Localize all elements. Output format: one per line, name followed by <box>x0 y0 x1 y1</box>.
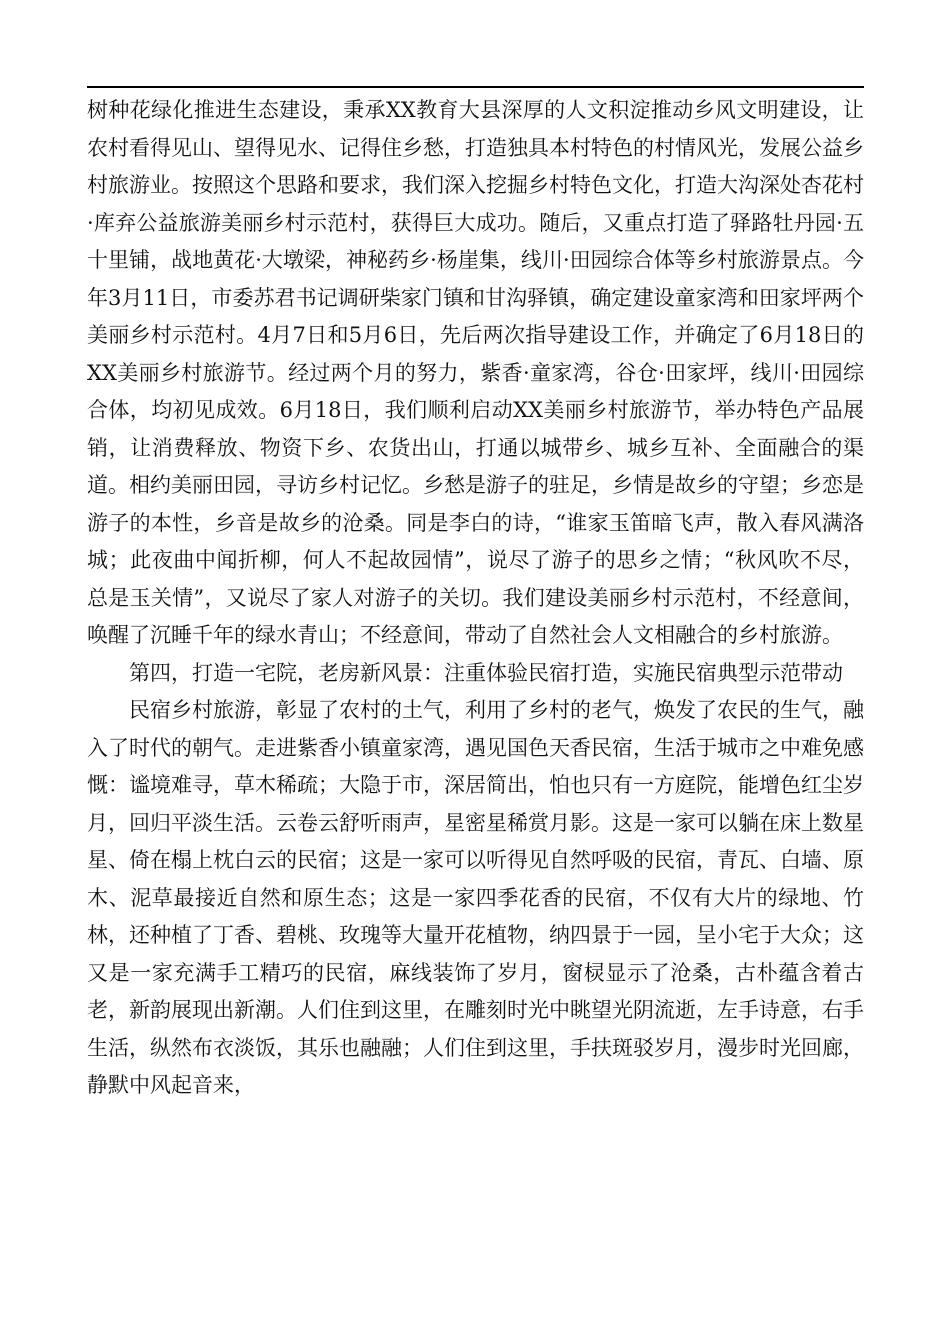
document-body <box>87 92 864 1105</box>
header-rule <box>87 86 864 88</box>
paragraph-section-four-heading: 第四，打造一宅院，老房新风景：注重体验民宿打造，实施民宿典型示范带动 <box>129 660 843 685</box>
paragraph-homestay-tourism: 民宿乡村旅游，彰显了农村的土气，利用了乡村的老气，焕发了农民的生气，融入了时代的朝气。走进紫香小镇童家湾，遇见国色天香民宿，生活于城市之中难免感慨：谧境难寻，草木稀疏；大隐于市，深居简出，怕也只有一方庭院，能增色红尘岁月，回归平淡生活。云卷云舒听雨声，星密星稀赏月影。这是一家可以躺在床上数星星、倚在榻上枕白云的民宿；这是一家可以听得见自然呼吸的民宿，青瓦、白墙、原木、泥草最接近自然和原生态；这是一家四季花香的民宿，不仅有大片的绿地、竹林，还种植了丁香、碧桃、玫瑰等大量开花植物，纳四景于一园，呈小宅于大众；这又是一家充满手工精巧的民宿，麻线装饰了岁月，窗棂显示了沧桑，古朴蕴含着古老，新韵展现出新潮。人们住到这里，在雕刻时光中眺望光阴流逝，左手诗意，右手生活，纵然布衣淡饭，其乐也融融；人们住到这里，手扶斑驳岁月，漫步时光回廊，静默中风起音来， <box>87 698 864 1097</box>
paragraph-continued-tourism: 树种花绿化推进生态建设，秉承XX教育大县深厚的人文积淀推动乡风文明建设，让农村看得见山、望得见水、记得住乡愁，打造独具本村特色的村情风光，发展公益乡村旅游业。按照这个思路和要求，我们深入挖掘乡村特色文化，打造大沟深处杏花村·库弃公益旅游美丽乡村示范村，获得巨大成功。随后，又重点打造了驿路牡丹园·五十里铺，战地黄花·大墩梁，神秘药乡·杨崖集，线川·田园综合体等乡村旅游景点。今年3月11日，市委苏君书记调研柴家门镇和甘沟驿镇，确定建设童家湾和田家坪两个美丽乡村示范村。4月7日和5月6日，先后两次指导建设工作，并确定了6月18日的XX美丽乡村旅游节。经过两个月的努力，紫香·童家湾，谷仓·田家坪，线川·田园综合体，均初见成效。6月18日，我们顺利启动XX美丽乡村旅游节，举办特色产品展销，让消费释放、物资下乡、农货出山，打通以城带乡、城乡互补、全面融合的渠道。相约美丽田园，寻访乡村记忆。乡愁是游子的驻足，乡情是故乡的守望；乡恋是游子的本性，乡音是故乡的沧桑。同是李白的诗，“谁家玉笛暗飞声，散入春风满洛城；此夜曲中闻折柳，何人不起故园情”，说尽了游子的思乡之情；“秋风吹不尽，总是玉关情”，又说尽了家人对游子的关切。我们建设美丽乡村示范村，不经意间，唤醒了沉睡千年的绿水青山；不经意间，带动了自然社会人文相融合的乡村旅游。 <box>87 98 864 647</box>
